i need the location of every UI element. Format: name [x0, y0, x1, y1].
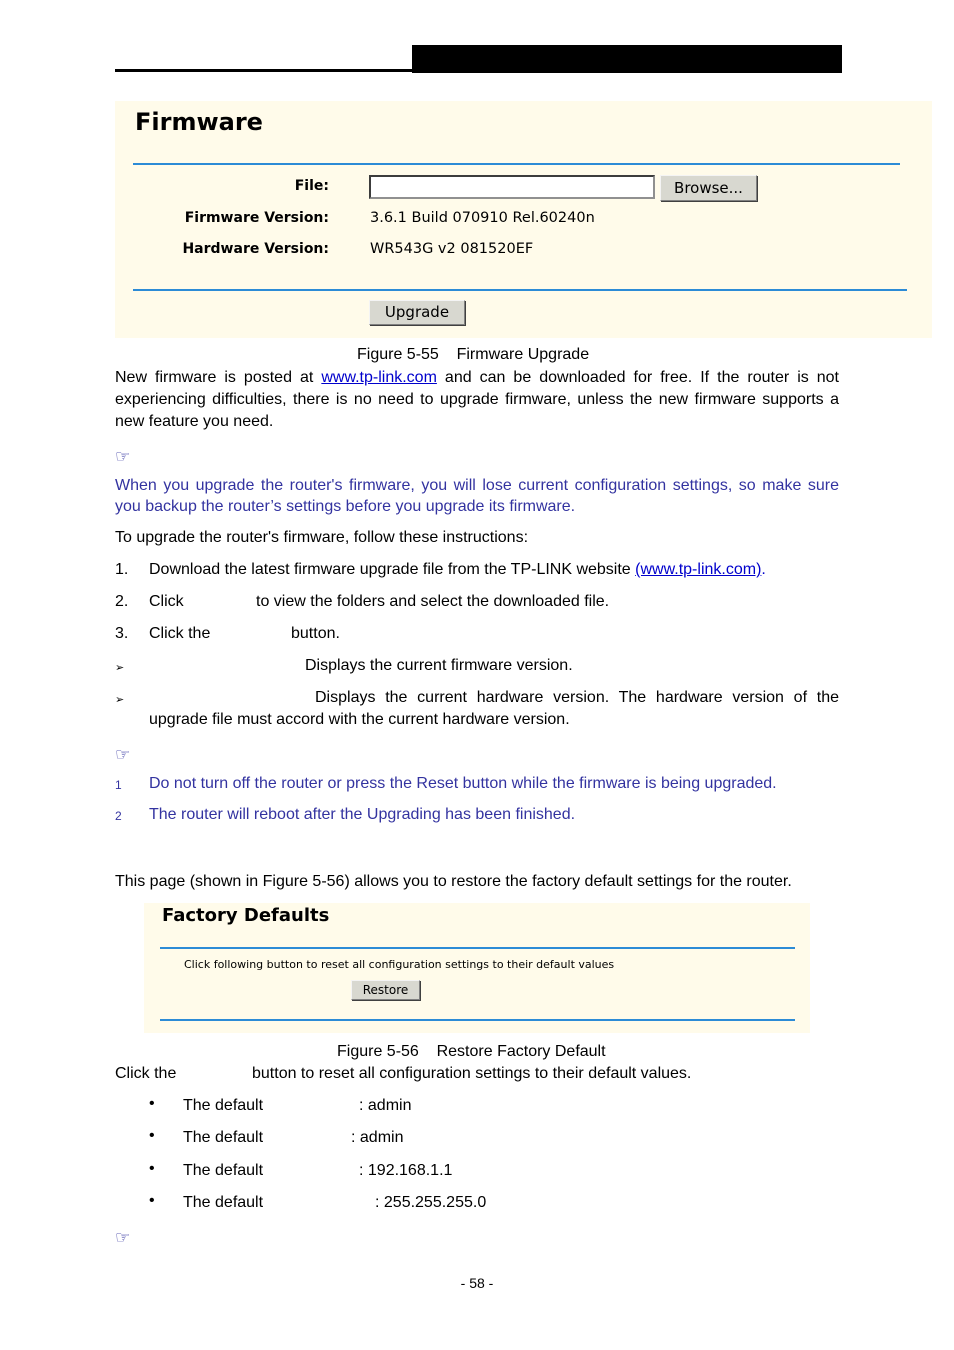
- restore-instruction-after: button to reset all configuration settings to their default values.: [252, 1065, 692, 1082]
- step-2-before: Click: [149, 593, 184, 610]
- default-item-1-prefix: The default: [183, 1097, 264, 1114]
- default-item-2-value: : admin: [351, 1129, 404, 1146]
- hardware-version-description: Displays the current hardware version. The hardware version of the upgrade file must accord with the current hardware version.: [149, 689, 839, 728]
- step-1-text: [149, 559, 766, 581]
- step-2-after: to view the folders and select the downloaded file.: [256, 593, 610, 610]
- note2-item-1-text: Do not turn off the router or press the Reset button while the firmware is being upgraded.: [149, 775, 777, 792]
- browse-button[interactable]: Browse...: [660, 175, 757, 201]
- step-1-number: 1.: [115, 561, 129, 578]
- bullet-icon: •: [149, 1192, 155, 1209]
- factory-top-divider: [160, 947, 795, 949]
- step-3-before: Click the: [149, 625, 211, 642]
- restore-button[interactable]: Restore: [351, 980, 420, 1000]
- para1-text-after: and can be downloaded for free. If the router is not experiencing difficulties, there is no need to upgrade firmware, unless the new firmware supports a new feature you need.: [115, 369, 839, 430]
- step-1-before: Download the latest firmware upgrade file from the TP-LINK website: [149, 561, 636, 578]
- step-3-after: button.: [291, 625, 340, 642]
- note2-item-1-number: 1: [115, 778, 122, 792]
- factory-defaults-description: Click following button to reset all configuration settings to their default values: [184, 958, 615, 971]
- default-item-4-value: : 255.255.255.0: [375, 1194, 487, 1211]
- firmware-version-description: Displays the current firmware version.: [305, 657, 573, 674]
- note-hand-icon: ☞: [115, 447, 131, 467]
- firmware-title: Firmware: [135, 108, 263, 136]
- bullet-icon: •: [149, 1095, 155, 1112]
- firmware-top-divider: [133, 163, 900, 165]
- default-item-3-value: : 192.168.1.1: [359, 1162, 453, 1179]
- factory-defaults-title: Factory Defaults: [162, 905, 330, 926]
- header-black-bar: [412, 45, 842, 73]
- arrow-bullet-icon: ➢: [115, 694, 125, 706]
- firmware-intro-paragraph: [115, 367, 839, 433]
- figure1-caption: Figure 5-55 Firmware Upgrade: [357, 346, 590, 363]
- tplink-link[interactable]: www.tp-link.com: [321, 369, 437, 386]
- firmware-bottom-divider: [133, 289, 907, 291]
- note-hand-icon: ☞: [115, 1228, 131, 1248]
- arrow-bullet-icon: ➢: [115, 662, 125, 674]
- default-item-2-prefix: The default: [183, 1129, 264, 1146]
- note2-item-2-text: The router will reboot after the Upgrading has been finished.: [149, 806, 576, 823]
- instructions-intro: To upgrade the router's firmware, follow these instructions:: [115, 529, 529, 546]
- note2-item-2-number: 2: [115, 809, 122, 823]
- bullet-icon: •: [149, 1160, 155, 1177]
- step-1-after: .: [761, 561, 766, 578]
- firmware-version-label: Firmware Version:: [184, 210, 329, 226]
- step-2-number: 2.: [115, 593, 129, 610]
- figure2-caption: Figure 5-56 Restore Factory Default: [337, 1043, 606, 1060]
- note-hand-icon: ☞: [115, 745, 131, 765]
- hardware-version-label: Hardware Version:: [182, 241, 329, 257]
- para1-text-before: New firmware is posted at: [115, 369, 322, 386]
- default-item-1-value: : admin: [359, 1097, 412, 1114]
- file-label: File:: [294, 178, 329, 194]
- factory-defaults-intro: This page (shown in Figure 5-56) allows you to restore the factory default settings for the router.: [115, 873, 792, 890]
- step-1-link[interactable]: (www.tp-link.com): [635, 561, 762, 578]
- file-input[interactable]: [369, 175, 655, 199]
- firmware-version-value: 3.6.1 Build 070910 Rel.60240n: [370, 210, 595, 226]
- default-item-3-prefix: The default: [183, 1162, 264, 1179]
- header-rule: [115, 69, 412, 72]
- restore-instruction-before: Click the: [115, 1065, 177, 1082]
- hardware-version-value: WR543G v2 081520EF: [370, 241, 534, 257]
- factory-bottom-divider: [160, 1019, 795, 1021]
- bullet-icon: •: [149, 1127, 155, 1144]
- page-number: - 58 -: [460, 1275, 494, 1291]
- upgrade-button[interactable]: Upgrade: [369, 300, 465, 325]
- step-3-number: 3.: [115, 625, 129, 642]
- note1-text: When you upgrade the router's firmware, you will lose current configuration settings, so make sure you backup the router’s settings before you upgrade its firmware.: [115, 477, 839, 515]
- default-item-4-prefix: The default: [183, 1194, 264, 1211]
